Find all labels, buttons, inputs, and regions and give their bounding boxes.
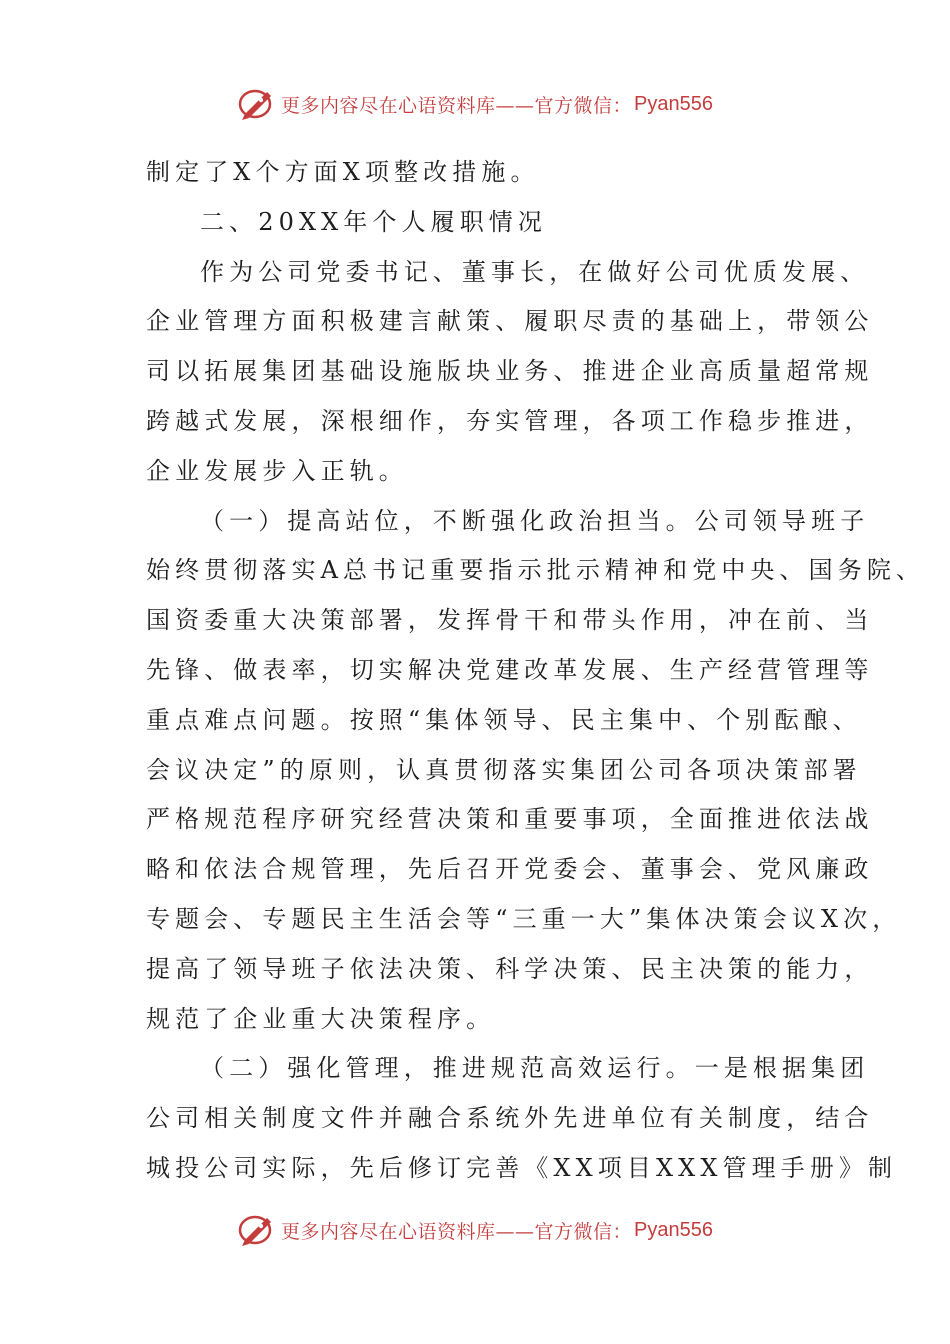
text-line: 公司相关制度文件并融合系统外先进单位有关制度，结合 [146,1104,874,1133]
watermark-banner-bottom [0,1208,950,1252]
text-line: 企业发展步入正轨。 [146,456,408,485]
pen-logo-icon [237,1210,277,1250]
text-line: （一）提高站位，不断强化政治担当。公司领导班子 [200,506,870,535]
text-line: 司以拓展集团基础设施版块业务、推进企业高质量超常规 [146,357,874,386]
document-body [146,148,926,1194]
watermark-text: 更多内容尽在心语资料库——官方微信： [281,1220,633,1243]
text-line: 规范了企业重大决策程序。 [146,1004,496,1033]
text-line: 略和依法合规管理，先后召开党委会、董事会、党风廉政 [146,855,874,884]
watermark-contact-id: Pyan556 [634,1218,713,1241]
watermark-text: 更多内容尽在心语资料库——官方微信： [281,94,633,117]
text-line: 二、20XX年个人履职情况 [200,207,548,236]
text-line: 城投公司实际，先后修订完善《XX项目XXX管理手册》制 [146,1153,898,1182]
text-line: 重点难点问题。按照“集体领导、民主集中、个别酝酿、 [146,705,862,734]
text-line: 企业管理方面积极建言献策、履职尽责的基础上，带领公 [146,307,874,336]
text-line: 严格规范程序研究经营决策和重要事项，全面推进依法战 [146,805,874,834]
text-line: 跨越式发展，深根细作，夯实管理，各项工作稳步推进， [146,406,874,435]
text-line: 专题会、专题民主生活会等“三重一大”集体决策会议X次， [146,904,902,933]
pen-logo-icon [237,84,277,124]
watermark-banner-top [0,82,950,126]
text-line: 制定了X个方面X项整改措施。 [146,158,540,186]
text-line: （二）强化管理，推进规范高效运行。一是根据集团 [200,1054,870,1083]
text-line: 始终贯彻落实A总书记重要指示批示精神和党中央、国务院、 [146,556,926,585]
text-line: 提高了领导班子依法决策、科学决策、民主决策的能力， [146,954,874,983]
text-line: 作为公司党委书记、董事长，在做好公司优质发展、 [200,257,870,286]
text-line: 国资委重大决策部署，发挥骨干和带头作用，冲在前、当 [146,606,874,635]
text-line: 会议决定”的原则，认真贯彻落实集团公司各项决策部署 [146,755,862,784]
watermark-contact-id: Pyan556 [634,92,713,115]
text-line: 先锋、做表率，切实解决党建改革发展、生产经营管理等 [146,655,874,684]
